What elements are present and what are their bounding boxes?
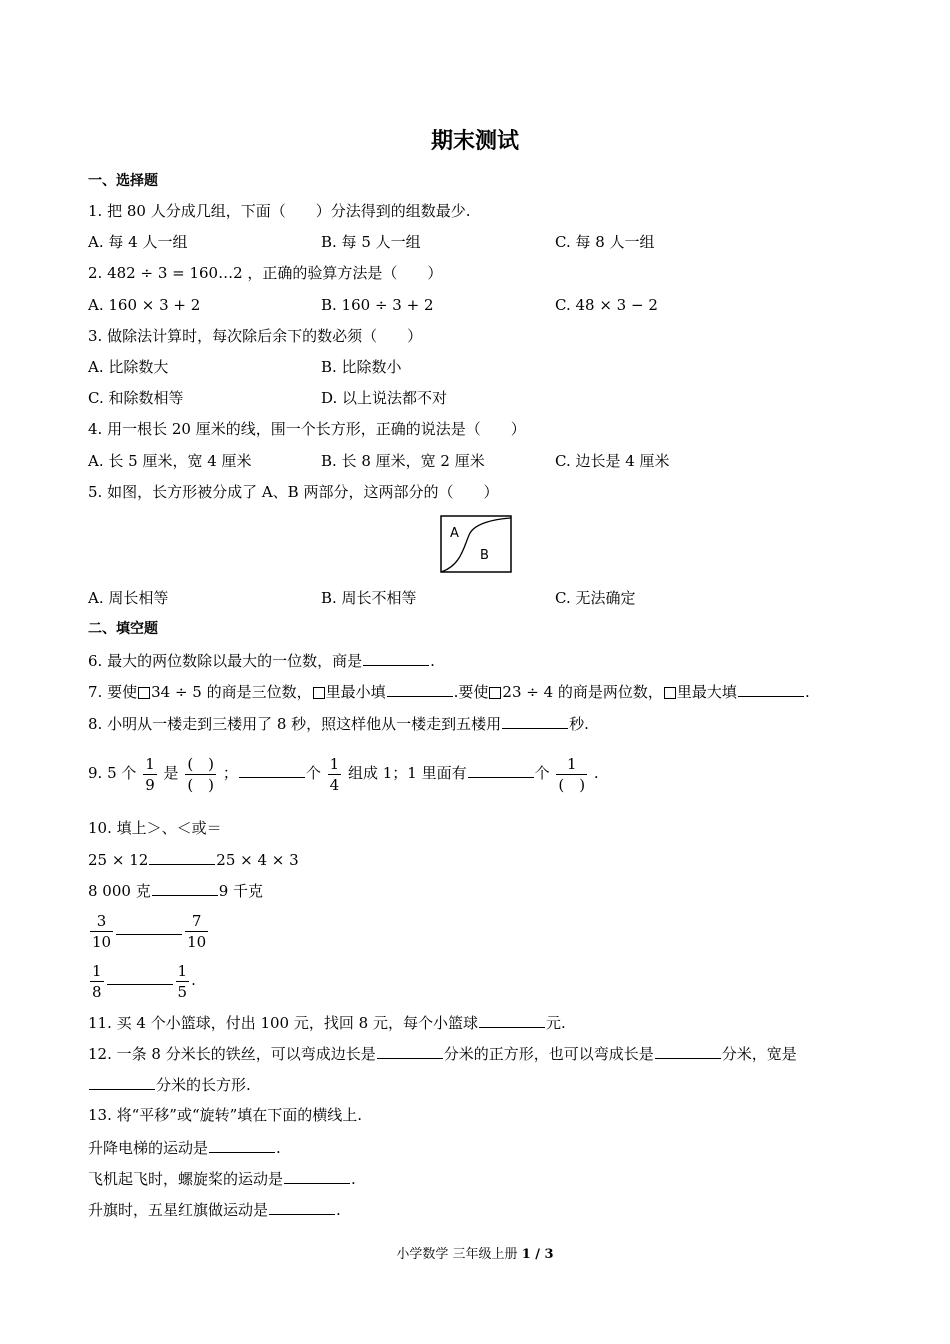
fraction: $\frac{1}{8}$ bbox=[92, 961, 102, 1001]
q4-option-c: C. 边长是 4 厘米 bbox=[555, 452, 670, 470]
q4-option-a: A. 长 5 厘米，宽 4 厘米 bbox=[88, 452, 252, 470]
q13-line-3: 升旗时，五星红旗做运动是 . bbox=[88, 1201, 341, 1219]
q7-text-4: .要使 bbox=[453, 683, 489, 701]
section-fill-heading: 二、填空题 bbox=[88, 621, 158, 637]
q9-text-3: ； bbox=[222, 764, 238, 782]
q3-stem: 3. 做除法计算时，每次除后余下的数必须（ ） bbox=[88, 327, 423, 345]
q12-line-2: 分米的长方形. bbox=[88, 1074, 251, 1095]
q6-text: 6. 最大的两位数除以最大的一位数，商是 bbox=[88, 652, 363, 670]
q11 bbox=[88, 1012, 566, 1033]
q4-stem: 4. 用一根长 20 厘米的线，围一个长方形，正确的说法是（ ） bbox=[88, 420, 526, 438]
answer-blank[interactable] bbox=[239, 762, 305, 778]
q8-text: 8. 小明从一楼走到三楼用了 8 秒，照这样他从一楼走到五楼用 bbox=[88, 715, 502, 733]
fraction: $\frac{3}{10}$ bbox=[92, 911, 112, 951]
answer-blank[interactable] bbox=[89, 1074, 155, 1090]
q3-option-a: A. 比除数大 bbox=[88, 358, 169, 376]
rectangle-figure bbox=[440, 515, 512, 573]
q11-text: 11. 买 4 个小篮球，付出 100 元，找回 8 元，每个小篮球 bbox=[88, 1014, 478, 1032]
fraction-blank[interactable]: $\frac{( )}{( )}$ bbox=[187, 754, 215, 794]
answer-blank[interactable] bbox=[284, 1168, 350, 1184]
q4-option-b: B. 长 8 厘米，宽 2 厘米 bbox=[321, 452, 485, 470]
section-choice-heading: 一、选择题 bbox=[88, 173, 158, 189]
q13-line-1: 升降电梯的运动是 . bbox=[88, 1139, 281, 1157]
q7-end: . bbox=[804, 683, 810, 701]
answer-blank[interactable] bbox=[387, 681, 453, 697]
page-title: 期末测试 bbox=[430, 128, 519, 154]
q3-option-c: C. 和除数相等 bbox=[88, 389, 184, 407]
q10-row-1: 25 × 12 25 × 4 × 3 bbox=[88, 851, 299, 869]
q7-text-1: 7. 要使 bbox=[88, 683, 138, 701]
q5-stem: 5. 如图，长方形被分成了 A、B 两部分，这两部分的（ ） bbox=[88, 483, 499, 501]
q13-line-2: 飞机起飞时，螺旋桨的运动是 . bbox=[88, 1170, 356, 1188]
q9-text-4: 个 bbox=[305, 764, 321, 782]
fraction: $\frac{7}{10}$ bbox=[187, 911, 207, 951]
fraction: $\frac{1}{5}$ bbox=[177, 961, 188, 1001]
q3-option-b: B. 比除数小 bbox=[321, 358, 402, 376]
region-a-label: A bbox=[450, 526, 459, 541]
box-placeholder bbox=[489, 687, 501, 699]
footer-text: 小学数学 三年级上册 bbox=[396, 1247, 522, 1262]
page-footer bbox=[0, 1246, 950, 1264]
q1-stem: 1. 把 80 人分成几组，下面（ ）分法得到的组数最少. bbox=[88, 202, 471, 220]
q5-option-c: C. 无法确定 bbox=[555, 589, 636, 607]
q9-text-1: 9. 5 个 bbox=[88, 764, 137, 782]
q11-end: 元. bbox=[545, 1014, 566, 1032]
q7 bbox=[88, 681, 810, 702]
q5-option-b: B. 周长不相等 bbox=[321, 589, 417, 607]
answer-blank[interactable] bbox=[363, 650, 429, 666]
q9-text-6: 个 bbox=[534, 764, 550, 782]
q2-option-c: C. 48 × 3 − 2 bbox=[555, 296, 658, 314]
q8 bbox=[88, 713, 589, 734]
fraction-blank[interactable]: $\frac{1}{( )}$ bbox=[558, 754, 586, 794]
answer-blank[interactable] bbox=[209, 1137, 275, 1153]
q9-text-2: 是 bbox=[163, 764, 179, 782]
q10-row-3 bbox=[88, 908, 210, 952]
answer-blank[interactable] bbox=[149, 849, 215, 865]
answer-blank[interactable] bbox=[502, 713, 568, 729]
rectangle-outline bbox=[441, 516, 511, 572]
q1-option-a: A. 每 4 人一组 bbox=[88, 233, 188, 251]
answer-blank[interactable] bbox=[655, 1043, 721, 1059]
q9-end: . bbox=[593, 764, 599, 782]
q7-text-5: 23 ÷ 4 的商是两位数， bbox=[502, 683, 663, 701]
q1-option-b: B. 每 5 人一组 bbox=[321, 233, 421, 251]
page-number: 1 / 3 bbox=[521, 1247, 554, 1262]
q9-text-5: 组成 1；1 里面有 bbox=[347, 764, 467, 782]
q8-end: 秒. bbox=[569, 715, 589, 733]
q5-option-a: A. 周长相等 bbox=[88, 589, 169, 607]
q6-end: . bbox=[430, 652, 435, 670]
q6 bbox=[88, 650, 435, 671]
q2-option-a: A. 160 × 3 + 2 bbox=[88, 296, 201, 314]
q10-stem: 10. 填上＞、＜或＝ bbox=[88, 819, 222, 837]
q12-line-1: 12. 一条 8 分米长的铁丝，可以弯成边长是 分米的正方形，也可以弯成长是 分米，宽是 bbox=[88, 1045, 797, 1063]
answer-blank[interactable] bbox=[116, 919, 182, 935]
box-placeholder bbox=[138, 687, 150, 699]
answer-blank[interactable] bbox=[152, 880, 218, 896]
q10-row-2: 8 000 克 9 千克 bbox=[88, 882, 264, 900]
answer-blank[interactable] bbox=[738, 681, 804, 697]
q10-row-4: $\frac{1}{8}$ $\frac{1}{5}$ . bbox=[92, 961, 196, 1001]
q7-text-2: 34 ÷ 5 的商是三位数， bbox=[151, 683, 312, 701]
q3-option-d: D. 以上说法都不对 bbox=[321, 389, 448, 407]
q1-option-c: C. 每 8 人一组 bbox=[555, 233, 655, 251]
q7-text-3: 里最小填 bbox=[325, 683, 386, 701]
q7-text-6: 里最大填 bbox=[676, 683, 737, 701]
fraction: $\frac{1}{4}$ bbox=[329, 754, 340, 794]
answer-blank[interactable] bbox=[479, 1012, 545, 1028]
q13-stem: 13. 将“平移”或“旋转”填在下面的横线上. bbox=[88, 1106, 363, 1124]
answer-blank[interactable] bbox=[269, 1199, 335, 1215]
box-placeholder bbox=[664, 687, 676, 699]
answer-blank[interactable] bbox=[107, 969, 173, 985]
answer-blank[interactable] bbox=[377, 1043, 443, 1059]
box-placeholder bbox=[313, 687, 325, 699]
region-b-label: B bbox=[480, 548, 489, 563]
q2-option-b: B. 160 ÷ 3 + 2 bbox=[321, 296, 434, 314]
answer-blank[interactable] bbox=[468, 762, 534, 778]
q9 bbox=[88, 751, 599, 795]
q2-stem: 2. 482 ÷ 3 = 160…2 ，正确的验算方法是（ ） bbox=[88, 264, 443, 282]
fraction: $\frac{1}{9}$ bbox=[145, 754, 155, 794]
